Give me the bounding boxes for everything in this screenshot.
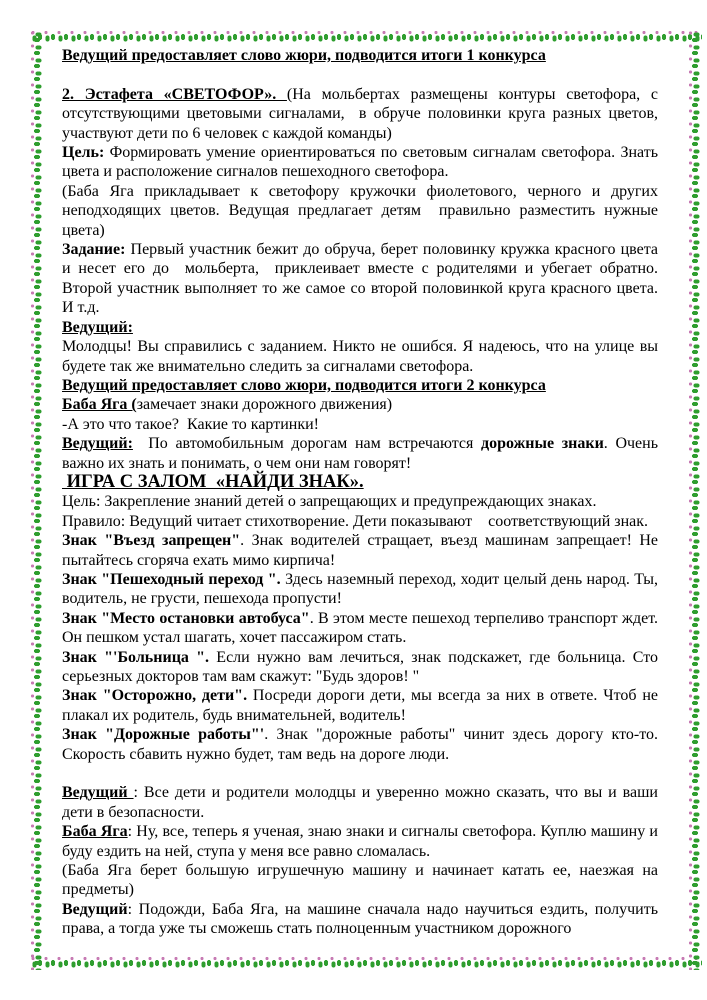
text-run: (Баба Яга берет большую игрушечную машину и начинает катать ее, наезжая на предметы): [62, 862, 662, 899]
heading-host: [62, 318, 658, 337]
text-run: замечает знаки дорожного движения): [136, 396, 393, 414]
text-run: Ведущий предоставляет слово жюри, подводится итоги 2 конкурса: [62, 376, 546, 394]
para-baba-yaga-toy-car: [62, 861, 662, 900]
text-run: -А это что такое? Какие то картинки!: [62, 415, 319, 433]
para-relay-svetofor: [62, 85, 662, 143]
text-run: . В этом месте пешеход терпеливо транспорт ждет. Он пешком устал шагать, хочет пассажиром стать.: [62, 609, 662, 647]
para-host-praise: [62, 337, 662, 376]
text-run: Первый участник бежит до обруча, берет половинку кружка красного цвета и несет его до мольберта, приклеивает вместе с родителями и убегает обратно. Второй участник выполняет то же самое со второй половинкой круга красного цвета. И т.д.: [62, 241, 666, 317]
text-run: . Очень важно их знать и понимать, о чем они нам говорят!: [62, 435, 663, 472]
para-goal: [62, 143, 662, 182]
para-game-goal: [62, 492, 658, 511]
para-sign-roadworks: [62, 725, 663, 764]
para-baba-yaga-action: [62, 182, 662, 240]
text-run: [62, 765, 66, 782]
text-run: Ведущий предоставляет слово жюри, подводится итоги 1 конкурса: [62, 47, 546, 64]
text-run: 2. Эстафета «СВЕТОФОР».: [62, 85, 287, 103]
text-run: Ведущий:: [62, 318, 133, 336]
text-run: : Все дети и родители молодцы и уверенно можно сказать, что вы и ваши дети в безопасности.: [62, 784, 662, 821]
text-run: Знак "'Больница ".: [62, 648, 210, 666]
para-task: [62, 240, 666, 318]
text-run: дорожные знаки: [481, 435, 604, 453]
text-run: Знак "Место остановки автобуса": [62, 609, 310, 627]
para-baba-yaga-learned: [62, 822, 662, 861]
text-run: Баба Яга: [62, 823, 128, 841]
para-host-wait: [62, 900, 662, 939]
text-run: Цель:: [62, 144, 105, 162]
text-run: Ведущий:: [62, 435, 133, 453]
para-sign-bus-stop: [62, 609, 662, 648]
blank-line: [62, 764, 658, 783]
text-run: Здесь наземный переход, ходит целый день народ. Ты, водитель, не грусти, пешехода пропусти!: [62, 570, 663, 608]
para-sign-crosswalk: [62, 570, 663, 609]
para-baba-yaga-notices: [62, 395, 658, 414]
text-run: Знак "Въезд запрещен": [62, 532, 241, 550]
text-run: : Ну, все, теперь я ученая, знаю знаки и сигналы светофора. Куплю машину и буду ездить на ней, ступа у меня все равно сломалась.: [62, 823, 662, 860]
decorative-border-bottom: [30, 956, 702, 970]
text-run: Правило: Ведущий читает стихотворение. Дети показывают соответствующий знак.: [62, 512, 649, 530]
blank-line: [62, 65, 658, 84]
text-run: ИГРА С ЗАЛОМ «НАЙДИ ЗНАК».: [62, 471, 364, 492]
text-run: По автомобильным дорогам нам встречаются: [132, 435, 482, 453]
para-baba-yaga-line: [62, 415, 658, 434]
document-content: [62, 46, 666, 939]
text-run: (Баба Яга прикладывает к светофору кружочки фиолетового, черного и других неподходящих цветов. Ведущая предлагает детям правильно разместить нужные цвета): [62, 182, 662, 239]
para-sign-hospital: [62, 648, 662, 687]
text-run: Формировать умение ориентироваться по световым сигналам светофора. Знать цвета и расположение сигналов пешеходного светофора.: [62, 144, 662, 181]
text-run: . Знак "дорожные работы" чинит здесь дорогу кто-то. Скорость сбавить нужно будет, там ведь на дороге люди.: [62, 726, 663, 763]
para-host-road-signs: [62, 434, 663, 473]
heading-jury-results-2: [62, 376, 658, 395]
text-run: Знак "Осторожно, дети".: [62, 687, 248, 705]
text-run: Ведущий: [62, 900, 128, 918]
para-game-rule: [62, 512, 658, 531]
text-run: : Подожди, Баба Яга, на машине сначала надо научиться ездить, получить права, а тогда уже ты сможешь стать полноценным участником дорожного: [62, 900, 662, 938]
text-run: Если нужно вам лечиться, знак подскажет, где больница. Сто серьезных докторов там вам скажут: "Будь здоров! ": [62, 648, 662, 685]
text-run: Цель: Закрепление знаний детей о запрещающих и предупреждающих знаках.: [62, 493, 597, 511]
text-run: [62, 66, 66, 83]
heading-game-find-sign: [62, 473, 658, 492]
text-run: Знак "Пешеходный переход ".: [62, 570, 281, 588]
text-run: Баба Яга (: [62, 396, 137, 414]
text-run: . Знак водителей стращает, въезд машинам запрещает! Не пытайтесь сгоряча ехать мимо кирпича!: [62, 532, 663, 569]
para-sign-children: [62, 686, 663, 725]
text-run: Знак "Дорожные работы"': [62, 726, 265, 744]
para-host-conclusion: [62, 783, 662, 822]
text-run: Ведущий: [62, 784, 134, 802]
text-run: Молодцы! Вы справились с заданием. Никто не ошибся. Я надеюсь, что на улице вы будете так же внимательно следить за сигналами светофора.: [62, 338, 662, 375]
heading-jury-results-1: [62, 46, 658, 65]
text-run: (На мольбертах размещены контуры светофора, с отсутствующими цветовыми сигналами, в обруче половинки круга разных цветов, участвуют дети по 6 человек с каждой команды): [62, 85, 662, 142]
text-run: Посреди дороги дети, мы всегда за них в ответе. Чтоб не плакал их родитель, будь внимательней, водитель!: [62, 687, 663, 724]
decorative-border-top: [30, 30, 702, 44]
decorative-border-left: [30, 30, 44, 970]
text-run: Задание:: [62, 241, 126, 259]
para-sign-no-entry: [62, 531, 663, 570]
decorative-border-right: [688, 30, 702, 970]
